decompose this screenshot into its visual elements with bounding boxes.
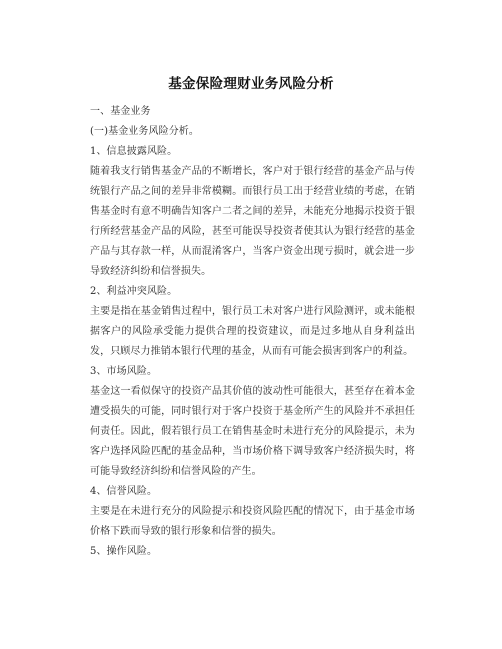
document-title: 基金保险理财业务风险分析 — [168, 76, 334, 92]
item-heading: 5、操作风险。 — [90, 546, 158, 557]
item-heading: 3、市场风险。 — [90, 366, 158, 377]
paragraph: 主要是在未进行充分的风险提示和投资风险匹配的情况下，由于基金市场价格下跌而导致的银行形象和信誉的损失。 — [90, 506, 415, 537]
paragraph: 主要是指在基金销售过程中，银行员工未对客户进行风险测评，或未能根据客户的风险承受能力提供合理的投资建议，而是过多地从自身利益出发，只顾尽力推销本银行代理的基金，从而有可能会损害到客户的利益。 — [90, 306, 415, 357]
document-body — [90, 102, 415, 562]
item-heading: 4、信誉风险。 — [90, 486, 158, 497]
paragraph: 基金这一看似保守的投资产品其价值的波动性可能很大，甚至存在着本金遭受损失的可能，同时银行对于客户投资于基金所产生的风险并不承担任何责任。因此，假若银行员工在销售基金时未进行充分的风险提示，未为客户选择风险匹配的基金品种，当市场价格下调导致客户经济损失时，将可能导致经济纠纷和信誉风险的产生。 — [90, 386, 415, 477]
item-heading: 1、信息披露风险。 — [90, 146, 178, 157]
paragraph: 随着我支行销售基金产品的不断增长，客户对于银行经营的基金产品与传统银行产品之间的差异非常模糊。而银行员工出于经营业绩的考虑，在销售基金时有意不明确告知客户二者之间的差异，未能充分地揭示投资于银行所经营基金产品的风险，甚至可能误导投资者使其认为银行经营的基金产品与其存款一样，从而混淆客户，当客户资金出现亏损时，就会进一步导致经济纠纷和信誉损失。 — [90, 166, 415, 277]
section-heading: 一、基金业务 — [90, 106, 151, 117]
item-heading: 2、利益冲突风险。 — [90, 286, 178, 297]
subsection-heading: (一)基金业务风险分析。 — [90, 126, 200, 137]
